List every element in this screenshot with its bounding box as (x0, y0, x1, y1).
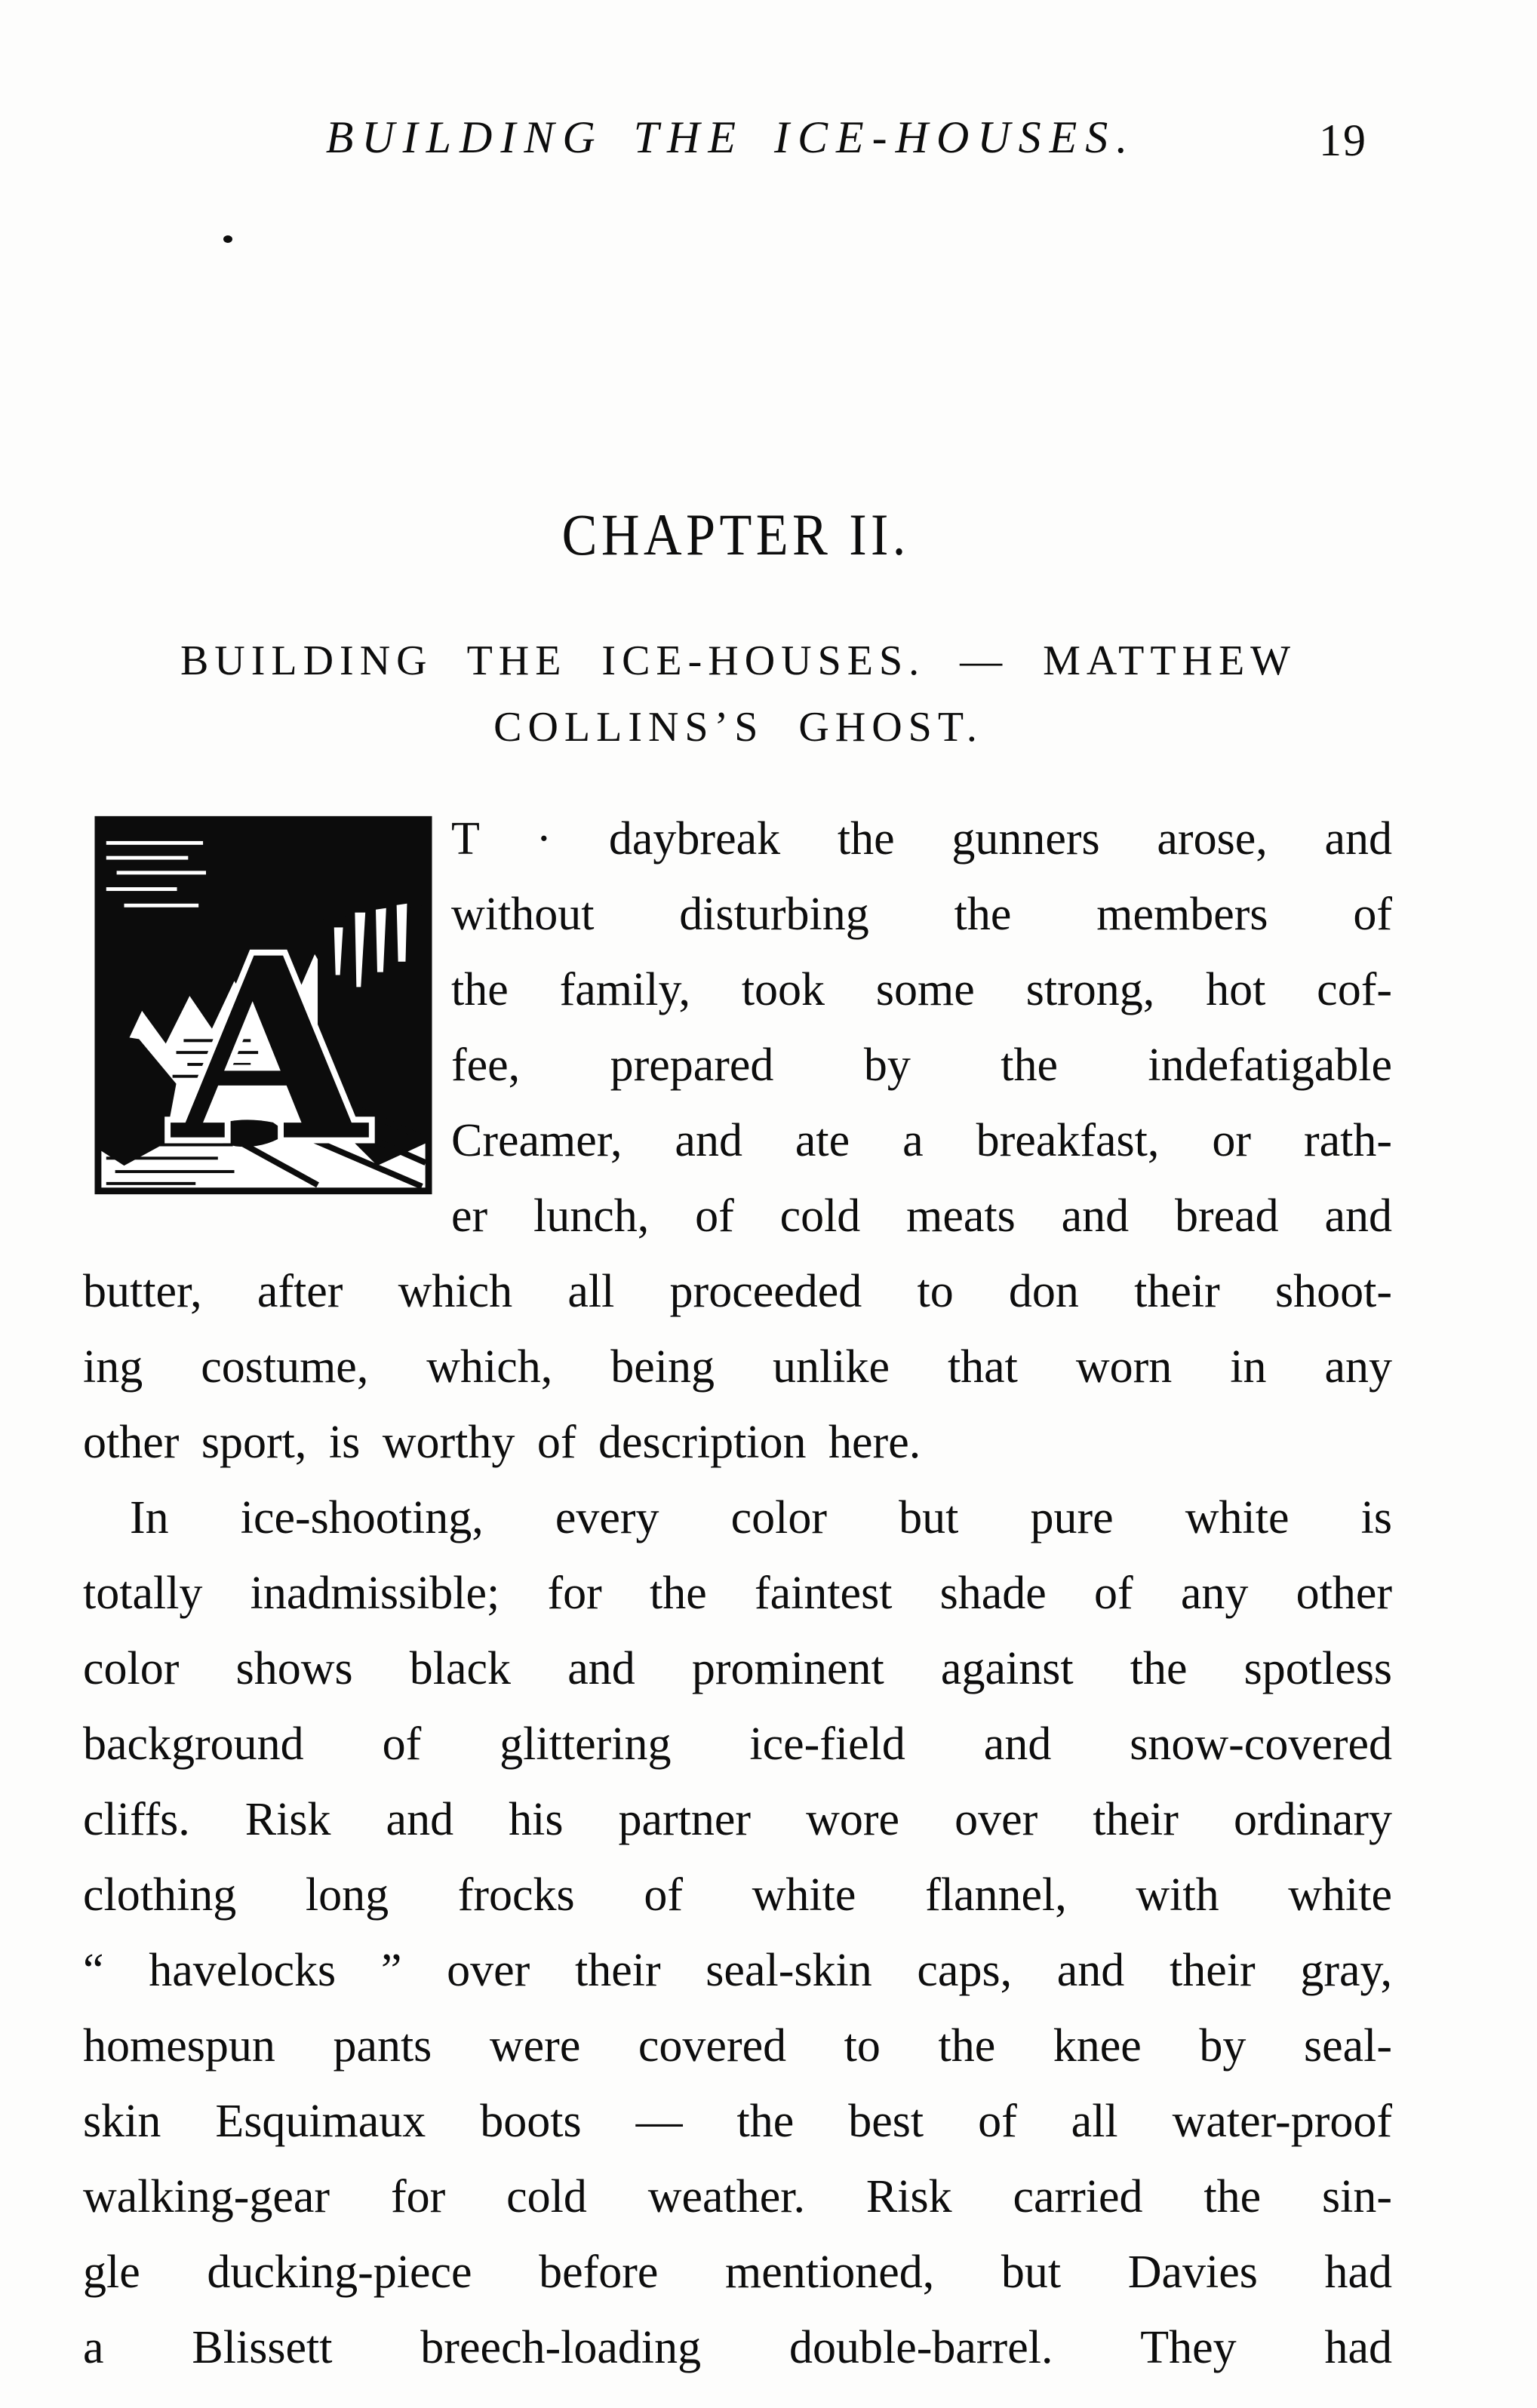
text-line: In ice-shooting, every color but pure white is (130, 1492, 1392, 1543)
running-header (0, 112, 1462, 164)
text-line: other sport, is worthy of description here. (83, 1417, 921, 1468)
text-line: totally inadmissible; for the faintest shade of any other (83, 1568, 1392, 1619)
text-line: “ havelocks ” over their seal-skin caps, and their gray, (83, 1945, 1392, 1996)
chapter-subtitle-line2: COLLINS’S GHOST. (493, 704, 983, 751)
chapter-subtitle-line1: BUILDING THE ICE-HOUSES. — MATTHEW (180, 637, 1297, 684)
ink-speck (223, 235, 232, 243)
dropcap-letter: A (172, 903, 367, 1196)
text-line: skin Esquimaux boots — the best of all water-proof (83, 2096, 1392, 2147)
chapter-heading (0, 501, 1472, 569)
text-line: walking-gear for cold weather. Risk carried the sin- (83, 2171, 1392, 2222)
page-number: 19 (1319, 115, 1367, 165)
text-line: T · daybreak the gunners arose, and (451, 813, 1392, 865)
text-line: color shows black and prominent against the spotless (83, 1643, 1392, 1694)
text-line: background of glittering ice-field and snow-covered (83, 1718, 1392, 1770)
body-text (83, 801, 1392, 2385)
chapter-subtitle (0, 628, 1477, 760)
text-line: without disturbing the members of (451, 889, 1392, 940)
text-line: a Blissett breech-loading double-barrel. They had (83, 2322, 1392, 2373)
text-line: gle ducking-piece before mentioned, but Davies had (83, 2247, 1392, 2298)
text-line: er lunch, of cold meats and bread and (451, 1190, 1392, 1242)
text-line: ing costume, which, being unlike that worn in any (83, 1341, 1392, 1393)
text-line: homespun pants were covered to the knee by seal- (83, 2020, 1392, 2072)
text-line: clothing long frocks of white flannel, with white (83, 1869, 1392, 1921)
text-line: the family, took some strong, hot cof- (451, 964, 1392, 1015)
text-line: cliffs. Risk and his partner wore over their ordinary (83, 1794, 1392, 1845)
text-line: Creamer, and ate a breakfast, or rath- (451, 1115, 1392, 1166)
text-line: fee, prepared by the indefatigable (451, 1040, 1392, 1091)
running-header-title: BUILDING THE ICE-HOUSES. (325, 112, 1136, 162)
text-line: butter, after which all proceeded to don their shoot- (83, 1266, 1392, 1317)
chapter-heading-text: CHAPTER II. (561, 502, 911, 567)
